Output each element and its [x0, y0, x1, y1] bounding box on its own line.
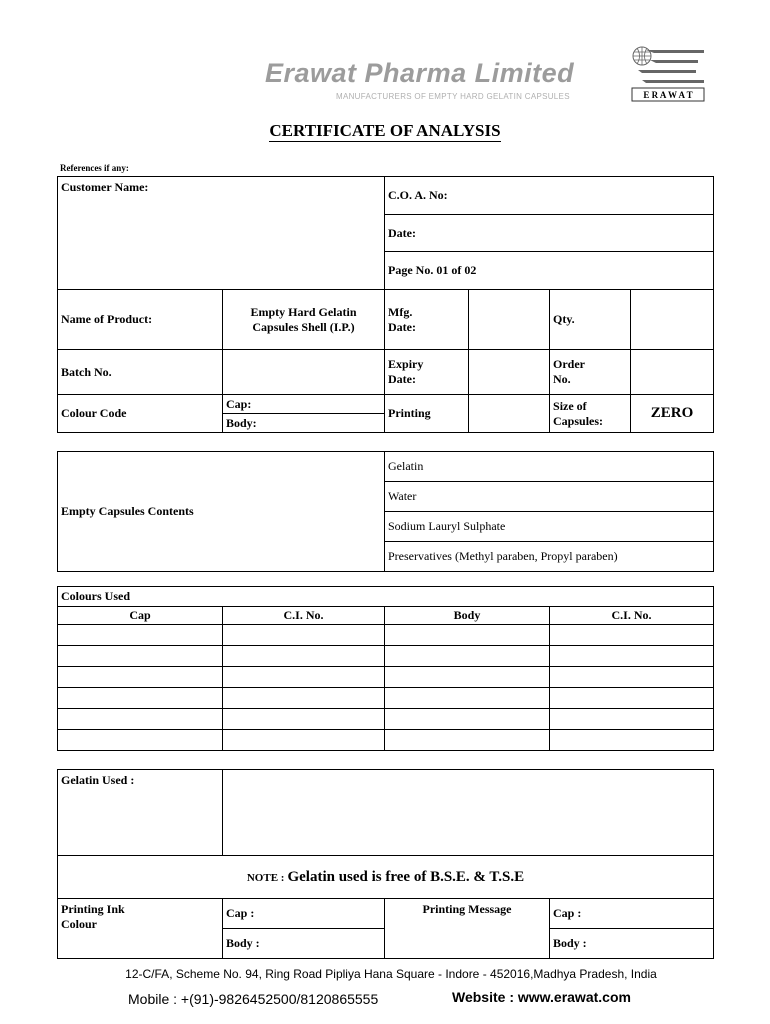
coa-no-cell[interactable]	[385, 177, 714, 215]
message-cap-cell[interactable]	[550, 899, 714, 929]
content-item: Sodium Lauryl Sulphate	[385, 512, 714, 542]
customer-name-label: Customer Name:	[61, 180, 149, 194]
batch-no-label: Batch No.	[58, 350, 223, 395]
customer-name-cell[interactable]	[58, 177, 385, 290]
table-row	[58, 709, 714, 730]
table-row	[58, 646, 714, 667]
expiry-label-line-1: Expiry	[388, 357, 424, 371]
table-cell[interactable]	[385, 709, 550, 730]
message-body-cell[interactable]	[550, 929, 714, 959]
product-value-line-2: Capsules Shell (I.P.)	[252, 319, 355, 334]
customer-product-table	[57, 176, 714, 433]
table-cell[interactable]	[385, 646, 550, 667]
references-label: References if any:	[60, 163, 129, 173]
colour-body-label: Body:	[226, 415, 257, 430]
colours-header-cap: Cap	[58, 607, 223, 625]
mfg-date-label	[385, 290, 469, 350]
table-cell[interactable]	[550, 667, 714, 688]
printing-value[interactable]	[469, 395, 550, 433]
table-cell[interactable]	[385, 730, 550, 751]
size-value: ZERO	[631, 395, 714, 433]
page-no-cell	[385, 252, 714, 290]
company-tagline: MANUFACTURERS OF EMPTY HARD GELATIN CAPSULES	[336, 92, 570, 101]
table-cell[interactable]	[58, 730, 223, 751]
gelatin-used-value[interactable]	[223, 770, 714, 856]
colours-used-table	[57, 586, 714, 751]
capsule-contents-label: Empty Capsules Contents	[58, 452, 385, 572]
message-body-label: Body :	[553, 936, 587, 950]
table-row	[58, 625, 714, 646]
table-cell[interactable]	[385, 667, 550, 688]
table-cell[interactable]	[223, 730, 385, 751]
order-label-line-2: No.	[553, 372, 571, 386]
product-value	[223, 290, 385, 350]
ink-body-cell[interactable]	[223, 929, 385, 959]
note-prefix: NOTE :	[246, 871, 285, 884]
content-item: Gelatin	[385, 452, 714, 482]
name-of-product-label: Name of Product:	[58, 290, 223, 350]
logo-text: E R A W A T	[643, 90, 693, 100]
mfg-label-line-2: Date:	[388, 319, 416, 334]
table-row	[58, 667, 714, 688]
colours-header-ci-no-2: C.I. No.	[550, 607, 714, 625]
page-title: CERTIFICATE OF ANALYSIS	[269, 121, 501, 140]
table-row	[58, 688, 714, 709]
company-name: Erawat Pharma Limited	[265, 58, 575, 88]
product-value-line-1: Empty Hard Gelatin	[250, 304, 357, 319]
order-no-value[interactable]	[631, 350, 714, 395]
ink-cap-label: Cap :	[226, 906, 255, 920]
printing-label: Printing	[385, 395, 469, 433]
page-no-label: Page No. 01 of 02	[388, 263, 477, 277]
note-text: Gelatin used is free of B.S.E. & T.S.E	[287, 868, 525, 885]
table-cell[interactable]	[550, 625, 714, 646]
colours-header-body: Body	[385, 607, 550, 625]
table-cell[interactable]	[550, 688, 714, 709]
table-cell[interactable]	[58, 667, 223, 688]
size-of-capsules-label	[550, 395, 631, 433]
gelatin-note	[58, 856, 714, 899]
gelatin-used-label: Gelatin Used :	[58, 770, 223, 856]
erawat-logo	[628, 44, 706, 102]
gelatin-used-table	[57, 769, 714, 959]
content-item: Water	[385, 482, 714, 512]
table-cell[interactable]	[58, 646, 223, 667]
footer-mobile: Mobile : +(91)-9826452500/8120865555	[128, 991, 379, 1007]
expiry-label-line-2: Date:	[388, 372, 416, 386]
capsule-contents-table	[57, 451, 714, 572]
colour-cap-cell[interactable]	[223, 395, 385, 414]
size-label-line-2: Capsules:	[553, 413, 604, 428]
size-label-line-1: Size of	[553, 398, 587, 413]
table-cell[interactable]	[550, 730, 714, 751]
colours-header-ci-no: C.I. No.	[223, 607, 385, 625]
table-cell[interactable]	[385, 688, 550, 709]
footer-website[interactable]: Website : www.erawat.com	[452, 989, 631, 1005]
table-cell[interactable]	[550, 709, 714, 730]
table-cell[interactable]	[223, 688, 385, 709]
qty-label: Qty.	[550, 290, 631, 350]
batch-no-value[interactable]	[223, 350, 385, 395]
expiry-date-value[interactable]	[469, 350, 550, 395]
colour-code-label: Colour Code	[58, 395, 223, 433]
table-cell[interactable]	[58, 688, 223, 709]
mfg-label-line-1: Mfg.	[388, 304, 413, 319]
erawat-logo-icon	[628, 44, 706, 102]
table-cell[interactable]	[550, 646, 714, 667]
date-cell[interactable]	[385, 215, 714, 252]
qty-value[interactable]	[631, 290, 714, 350]
colour-body-cell[interactable]	[223, 414, 385, 433]
content-item: Preservatives (Methyl paraben, Propyl paraben)	[385, 542, 714, 572]
printing-ink-line-2: Colour	[61, 917, 97, 931]
table-cell[interactable]	[223, 646, 385, 667]
order-label-line-1: Order	[553, 357, 586, 371]
order-no-label	[550, 350, 631, 395]
date-label: Date:	[388, 225, 416, 240]
printing-message-label: Printing Message	[385, 899, 550, 959]
ink-cap-cell[interactable]	[223, 899, 385, 929]
coa-no-label: C.O. A. No:	[388, 188, 448, 202]
printing-ink-line-1: Printing Ink	[61, 902, 125, 916]
table-cell[interactable]	[223, 709, 385, 730]
footer-address: 12-C/FA, Scheme No. 94, Ring Road Pipliya Hana Square - Indore - 452016,Madhya Pradesh, India	[125, 967, 657, 981]
table-cell[interactable]	[58, 625, 223, 646]
mfg-date-value[interactable]	[469, 290, 550, 350]
table-cell[interactable]	[385, 625, 550, 646]
colours-used-label: Colours Used	[58, 587, 714, 607]
table-cell[interactable]	[223, 625, 385, 646]
expiry-date-label	[385, 350, 469, 395]
colour-cap-label: Cap:	[226, 396, 252, 411]
table-cell[interactable]	[223, 667, 385, 688]
printing-ink-colour-label	[58, 899, 223, 959]
table-row	[58, 730, 714, 751]
table-cell[interactable]	[58, 709, 223, 730]
message-cap-label: Cap :	[553, 906, 582, 920]
ink-body-label: Body :	[226, 936, 260, 950]
